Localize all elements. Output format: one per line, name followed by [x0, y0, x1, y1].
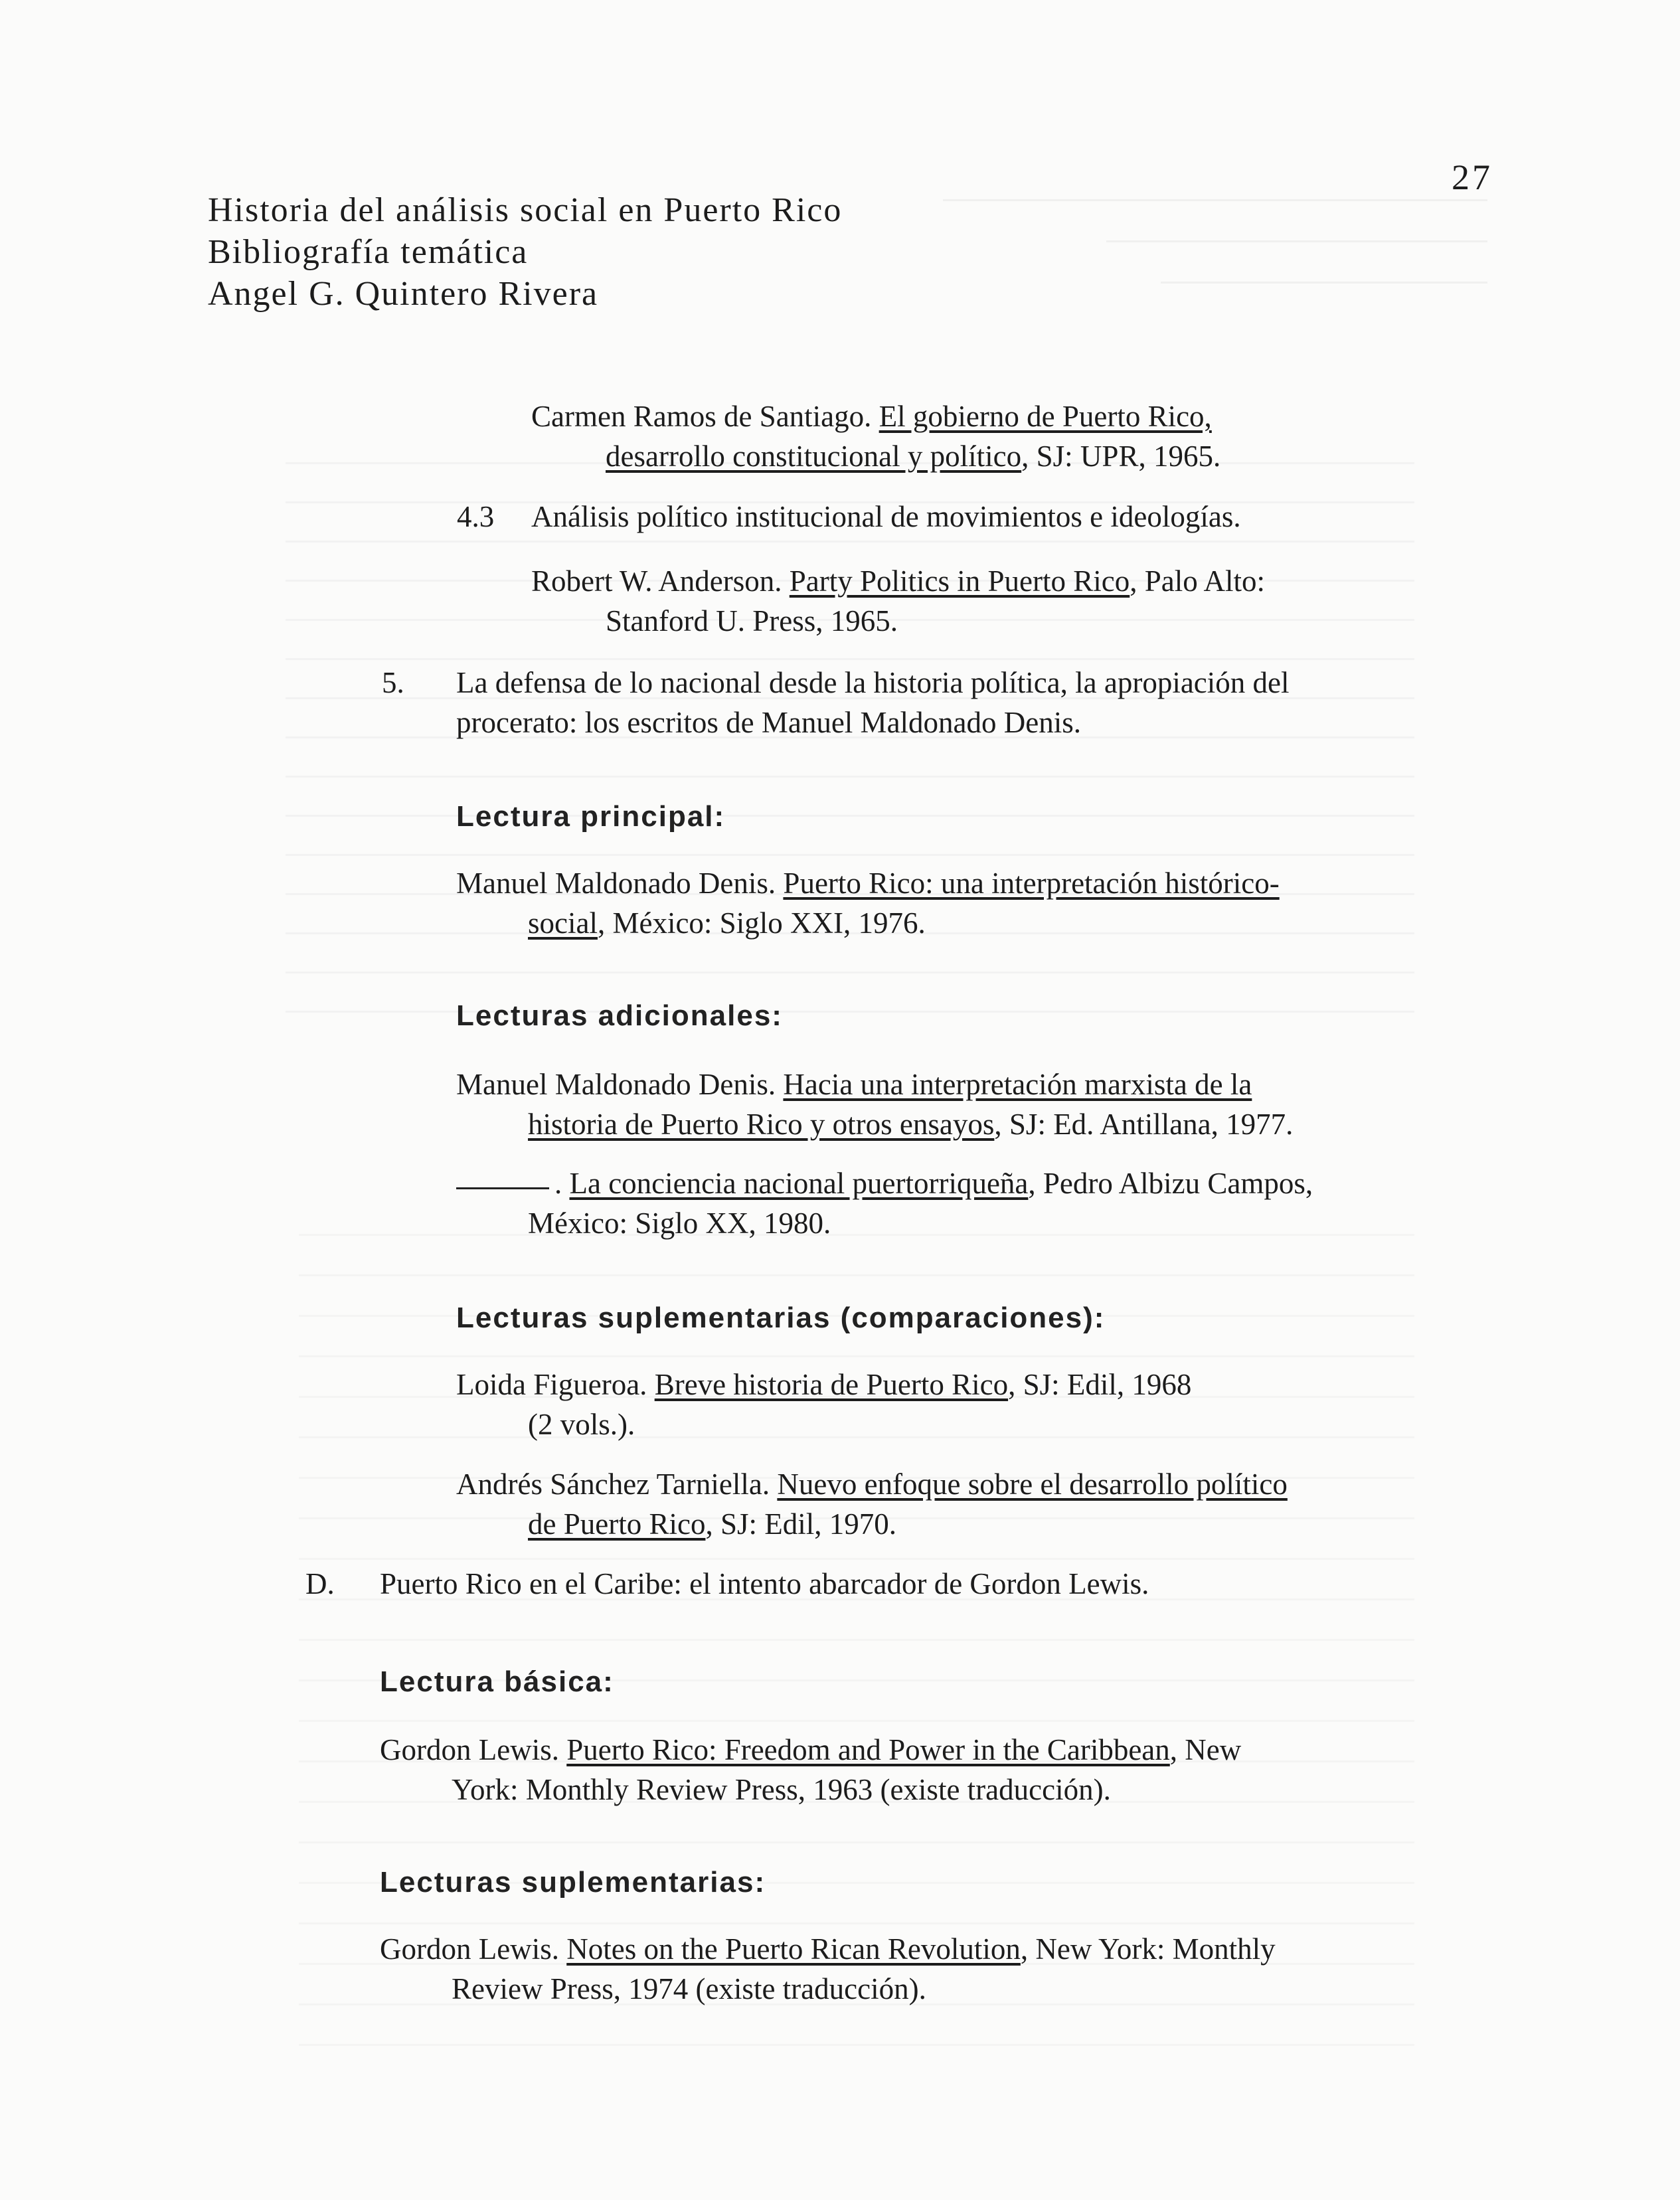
citation-lewis-1 — [380, 1730, 1241, 1810]
section-d — [305, 1564, 1149, 1604]
heading-lecturas-suplementarias: Lecturas suplementarias: — [380, 1866, 766, 1899]
citation-title: Notes on the Puerto Rican Revolution — [566, 1932, 1021, 1966]
header-author: Angel G. Quintero Rivera — [208, 275, 599, 313]
citation-publisher: , Palo Alto: — [1130, 564, 1266, 598]
citation-publisher: , SJ: Edil, 1970. — [705, 1507, 896, 1541]
citation-title: Nuevo enfoque sobre el desarrollo político — [777, 1468, 1288, 1501]
citation-publisher-continued: York: Monthly Review Press, 1963 (existe traducción). — [452, 1773, 1111, 1806]
citation-ramos — [531, 396, 1220, 476]
citation-author: Carmen Ramos de Santiago. — [531, 400, 879, 433]
heading-lecturas-suplementarias-comparaciones: Lecturas suplementarias (comparaciones): — [456, 1302, 1106, 1334]
citation-title: Puerto Rico: una interpretación histórico- — [783, 867, 1280, 900]
section-title: Puerto Rico en el Caribe: el intento abarcador de Gordon Lewis. — [380, 1567, 1149, 1600]
header-subtitle: Bibliografía temática — [208, 233, 529, 271]
citation-anderson — [531, 561, 1265, 641]
citation-title: Party Politics in Puerto Rico — [789, 564, 1130, 598]
citation-maldonado-1 — [456, 863, 1280, 943]
citation-publisher: , SJ: Edil, 1968 — [1008, 1368, 1192, 1401]
citation-author: Manuel Maldonado Denis. — [456, 867, 784, 900]
ditto-blank-line — [456, 1187, 549, 1189]
citation-title-continued: de Puerto Rico — [528, 1507, 706, 1541]
citation-publisher-continued: (2 vols.). — [528, 1408, 635, 1441]
heading-lectura-basica: Lectura básica: — [380, 1665, 614, 1698]
citation-figueroa — [456, 1365, 1191, 1444]
citation-publisher: , New — [1169, 1733, 1242, 1766]
bleed-through-shadow — [943, 193, 1487, 325]
citation-title-continued: social — [528, 906, 598, 940]
citation-author: Gordon Lewis. — [380, 1733, 567, 1766]
section-title: Análisis político institucional de movimientos e ideologías. — [531, 500, 1241, 533]
section-letter: D. — [305, 1567, 335, 1600]
citation-author: Loida Figueroa. — [456, 1368, 655, 1401]
citation-lewis-2 — [380, 1929, 1276, 2009]
citation-publisher-continued: Review Press, 1974 (existe traducción). — [452, 1972, 926, 2005]
citation-publisher-continued: México: Siglo XX, 1980. — [528, 1207, 831, 1240]
section-title-continued: procerato: los escritos de Manuel Maldonado Denis. — [456, 706, 1082, 739]
citation-maldonado-3 — [456, 1163, 1313, 1243]
section-4-3 — [457, 497, 1241, 537]
citation-publisher: , SJ: Ed. Antillana, 1977. — [994, 1108, 1294, 1141]
citation-author: Manuel Maldonado Denis. — [456, 1068, 784, 1101]
citation-title-continued: desarrollo constitucional y político — [606, 440, 1022, 473]
citation-title: La conciencia nacional puertorriqueña — [569, 1167, 1029, 1200]
citation-title-continued: historia de Puerto Rico y otros ensayos — [528, 1108, 995, 1141]
heading-lectura-principal: Lectura principal: — [456, 800, 726, 833]
citation-sanchez-tarniella — [456, 1464, 1288, 1544]
citation-author: Gordon Lewis. — [380, 1932, 567, 1966]
citation-title: Hacia una interpretación marxista de la — [783, 1068, 1252, 1101]
section-5 — [382, 663, 1290, 742]
citation-publisher: , SJ: UPR, 1965. — [1021, 440, 1221, 473]
citation-title: El gobierno de Puerto Rico, — [879, 400, 1212, 433]
section-number: 5. — [382, 666, 404, 699]
header-course-title: Historia del análisis social en Puerto Rico — [208, 191, 843, 229]
section-title: La defensa de lo nacional desde la historia política, la apropiación del — [456, 666, 1290, 699]
citation-title: Puerto Rico: Freedom and Power in the Caribbean — [566, 1733, 1170, 1766]
document-header — [208, 189, 842, 315]
section-number: 4.3 — [457, 500, 495, 533]
page-number: 27 — [1452, 157, 1493, 197]
citation-publisher-continued: Stanford U. Press, 1965. — [606, 604, 898, 637]
citation-publisher: , Pedro Albizu Campos, — [1028, 1167, 1313, 1200]
citation-publisher: , New York: Monthly — [1020, 1932, 1276, 1966]
citation-title: Breve historia de Puerto Rico — [654, 1368, 1009, 1401]
citation-author-ditto: . — [554, 1167, 570, 1200]
heading-lecturas-adicionales: Lecturas adicionales: — [456, 999, 783, 1032]
citation-author: Andrés Sánchez Tarniella. — [456, 1468, 778, 1501]
citation-author: Robert W. Anderson. — [531, 564, 790, 598]
citation-publisher: , México: Siglo XXI, 1976. — [597, 906, 926, 940]
citation-maldonado-2 — [456, 1064, 1293, 1144]
